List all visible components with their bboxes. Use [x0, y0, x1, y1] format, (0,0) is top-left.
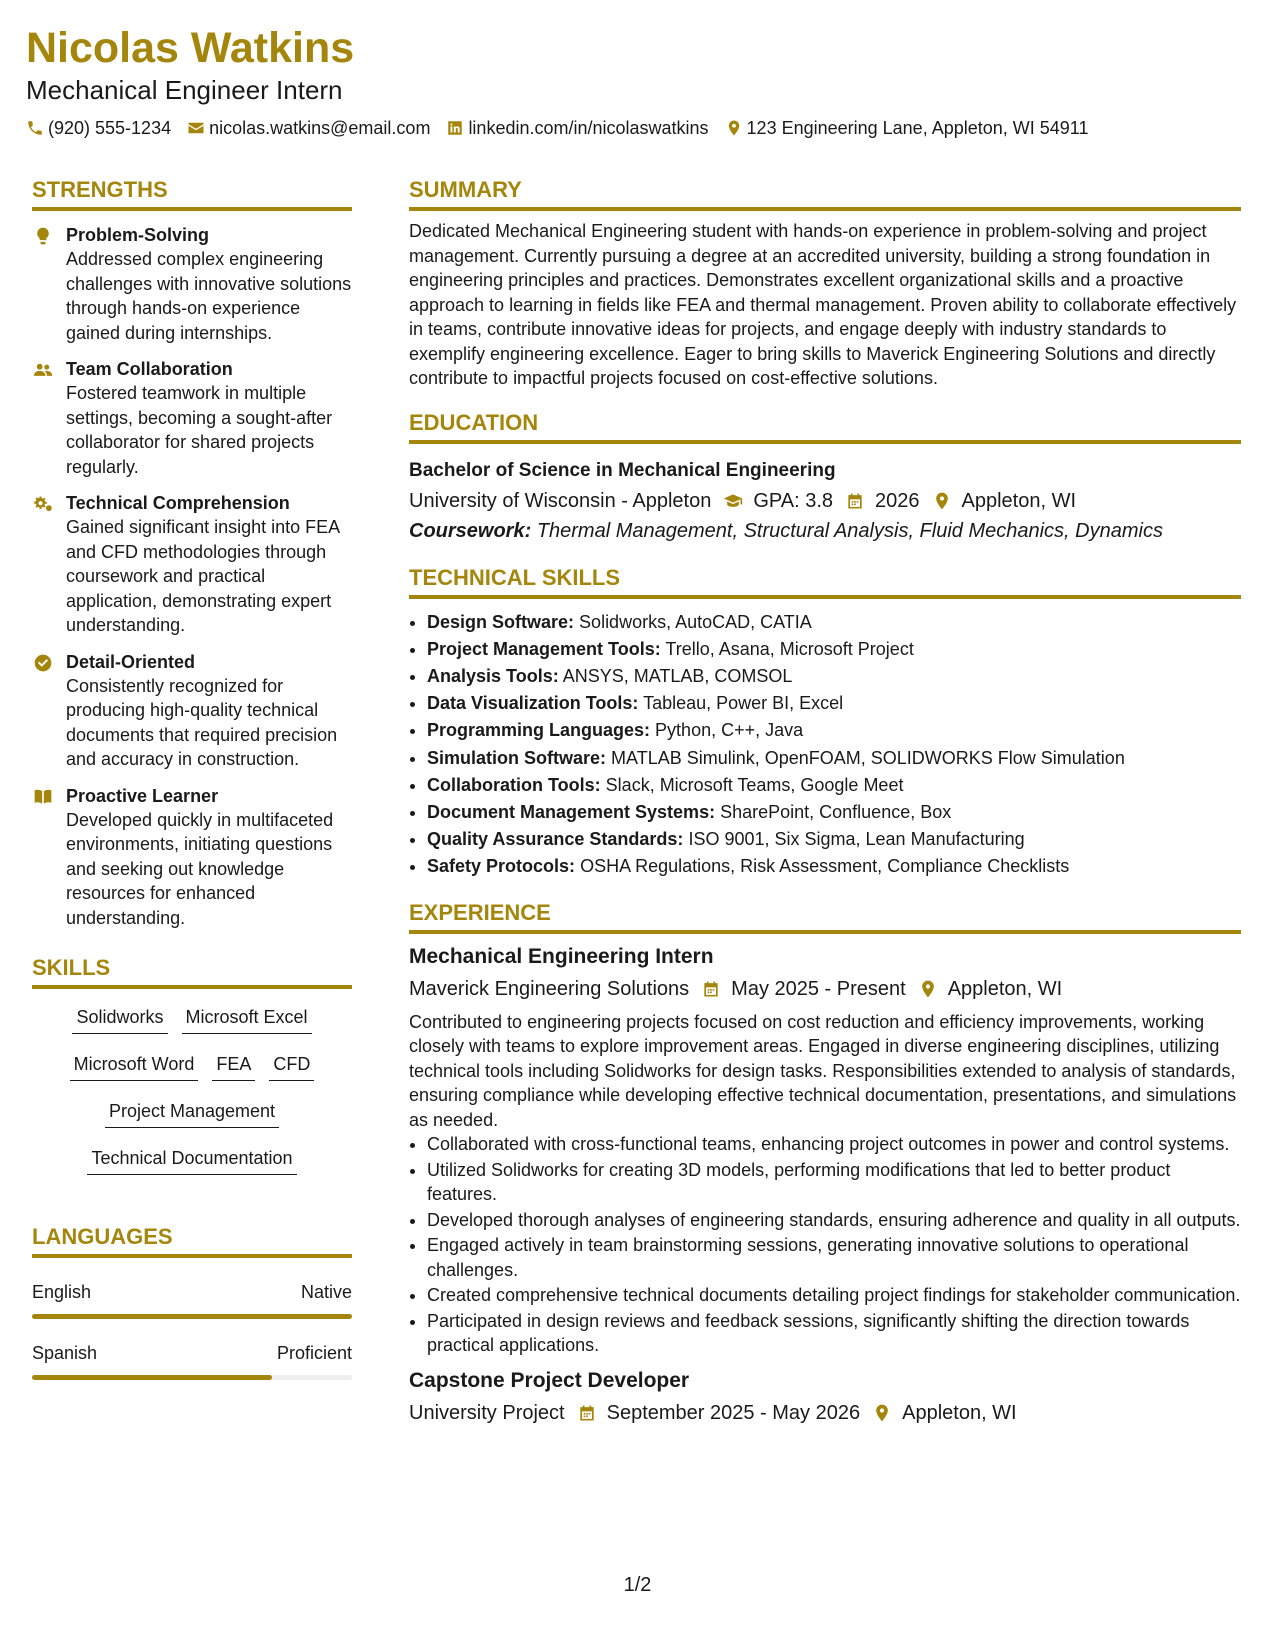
skill-tag: CFD [269, 1050, 314, 1081]
tech-skill-item: • Programming Languages: Python, C++, Java [427, 717, 1241, 744]
strength-desc: Consistently recognized for producing high-quality technical documents that required precision and accuracy in construction. [66, 675, 338, 769]
experience-section [409, 899, 1241, 1428]
language-bar [32, 1375, 352, 1380]
check-circle-icon [32, 653, 54, 673]
contact-linkedin[interactable] [446, 116, 708, 140]
map-pin-icon [932, 491, 952, 511]
technical-skills-list [409, 609, 1241, 881]
phone-icon [26, 119, 44, 137]
job-title: Capstone Project Developer [409, 1368, 690, 1392]
graduation-year: 2026 [875, 489, 920, 512]
users-icon [32, 360, 54, 380]
languages-section [32, 1223, 352, 1380]
job-bullet: • Developed thorough analyses of engineering standards, ensuring adherence and quality in all outputs. [427, 1208, 1241, 1233]
contact-bar [26, 116, 1246, 140]
job-bullet: • Engaged actively in team brainstorming sessions, generating innovative solutions to operational challenges. [427, 1233, 1241, 1282]
candidate-name: Nicolas Watkins [26, 24, 355, 72]
tech-skill-item: • Project Management Tools: Trello, Asana, Microsoft Project [427, 636, 1241, 663]
calendar-icon [701, 979, 721, 999]
skills-section [32, 954, 352, 1175]
company-name: Maverick Engineering Solutions [409, 977, 690, 1000]
summary-title: SUMMARY [409, 176, 1241, 211]
strength-title: Problem-Solving [66, 225, 210, 245]
skills-title: SKILLS [32, 954, 352, 989]
strength-desc: Gained significant insight into FEA and CFD methodologies through coursework and practical application, demonstrating expert understanding. [66, 517, 340, 635]
strength-item [32, 491, 352, 638]
skill-tag: Solidworks [72, 1003, 167, 1034]
skill-tag: Project Management [105, 1097, 279, 1128]
coursework-label: Coursework: [409, 519, 532, 542]
language-item [32, 1280, 352, 1319]
contact-phone[interactable] [26, 116, 171, 140]
skill-tag: Microsoft Word [70, 1050, 199, 1081]
gears-icon [32, 494, 54, 514]
job-location: Appleton, WI [902, 1401, 1017, 1424]
coursework-line [409, 516, 1241, 546]
language-level: Native [300, 1282, 352, 1302]
map-pin-icon [872, 1403, 892, 1423]
strength-title: Detail-Oriented [66, 651, 196, 672]
page-number: 1/2 [623, 1574, 652, 1596]
linkedin-icon [446, 119, 464, 137]
book-icon [32, 787, 54, 807]
lightbulb-icon [32, 226, 54, 246]
left-column [32, 176, 352, 1380]
skills-list [32, 1003, 352, 1175]
linkedin-text: linkedin.com/in/nicolaswatkins [468, 118, 709, 138]
job-location: Appleton, WI [947, 977, 1063, 1000]
school-name: University of Wisconsin - Appleton [409, 489, 712, 512]
graduation-cap-icon [723, 491, 743, 511]
job-dates: May 2025 - Present [731, 977, 906, 1000]
degree-title: Bachelor of Science in Mechanical Engineering [409, 459, 836, 481]
technical-skills-title: TECHNICAL SKILLS [409, 564, 1241, 599]
strength-item [32, 357, 352, 479]
job-entry [409, 1366, 1241, 1428]
education-title: EDUCATION [409, 409, 1241, 444]
tech-skill-item: • Safety Protocols: OSHA Regulations, Risk Assessment, Compliance Checklists [427, 853, 1241, 880]
strength-desc: Addressed complex engineering challenges with innovative solutions through hands-on experience gained during internships. [66, 249, 352, 343]
calendar-icon [577, 1403, 597, 1423]
tech-skill-item: • Design Software: Solidworks, AutoCAD, CATIA [427, 609, 1241, 636]
school-location: Appleton, WI [961, 489, 1077, 512]
language-name: English [32, 1282, 92, 1302]
language-level: Proficient [276, 1343, 352, 1363]
strength-item [32, 784, 352, 931]
tech-skill-item: • Analysis Tools: ANSYS, MATLAB, COMSOL [427, 663, 1241, 690]
summary-text: Dedicated Mechanical Engineering student with hands-on experience in problem-solving and project management. Currently pursuing a degree at an accredited university, building a strong foundation in engineering principles and practices. Demonstrates excellent organizational skills and a proactive approach to learning in fields like FEA and thermal management. Proven ability to collaborate effectively in teams, contribute innovative ideas for projects, and engage deeply with industry standards to exemplify engineering excellence. Eager to bring skills to Maverick Engineering Solutions and directly contribute to impactful projects focused on cost-effective solutions. [409, 221, 1237, 388]
resume-header [26, 22, 1246, 140]
map-pin-icon [918, 979, 938, 999]
phone-text: (920) 555-1234 [48, 118, 172, 138]
education-section [409, 409, 1241, 546]
skill-tag: FEA [212, 1050, 255, 1081]
job-bullet: • Collaborated with cross-functional teams, enhancing project outcomes in power and control systems. [427, 1132, 1241, 1157]
job-entry [409, 942, 1241, 1358]
job-title: Mechanical Engineering Intern [409, 944, 714, 968]
skill-tag: Technical Documentation [87, 1144, 296, 1175]
tech-skill-item: • Quality Assurance Standards: ISO 9001, Six Sigma, Lean Manufacturing [427, 826, 1241, 853]
strength-title: Team Collaboration [66, 359, 233, 379]
language-name: Spanish [32, 1343, 98, 1363]
strength-item [32, 223, 352, 345]
language-bar-fill [32, 1314, 352, 1319]
language-bar-fill [32, 1375, 272, 1380]
skill-tag: Microsoft Excel [182, 1003, 312, 1034]
job-bullet: • Participated in design reviews and feedback sessions, significantly shifting the direction towards practical applications. [427, 1309, 1241, 1358]
strengths-list [32, 223, 352, 930]
job-description: Contributed to engineering projects focused on cost reduction and efficiency improvements, working closely with teams to explore improvement areas. Engaged in diverse engineering disciplines, utilizing technical tools including Solidworks for design tasks. Responsibilities extended to analysis of standards, ensuring compliance while developing effective technical documentation, presentations, and simulations as needed. [409, 1011, 1237, 1130]
languages-title: LANGUAGES [32, 1223, 352, 1258]
education-meta [409, 486, 1241, 516]
email-text: nicolas.watkins@email.com [209, 118, 431, 138]
job-bullet: • Utilized Solidworks for creating 3D models, performing modifications that led to better product features. [427, 1158, 1241, 1207]
strength-desc: Fostered teamwork in multiple settings, becoming a sought-after collaborator for shared projects regularly. [66, 383, 333, 477]
language-bar [32, 1314, 352, 1319]
strength-item [32, 650, 352, 772]
envelope-icon [187, 119, 205, 137]
strengths-title: STRENGTHS [32, 176, 352, 211]
technical-skills-section [409, 564, 1241, 881]
language-item [32, 1341, 352, 1380]
strength-title: Technical Comprehension [66, 493, 290, 513]
calendar-icon [845, 491, 865, 511]
contact-address [725, 116, 1089, 140]
tech-skill-item: • Data Visualization Tools: Tableau, Power BI, Excel [427, 690, 1241, 717]
tech-skill-item: • Document Management Systems: SharePoint, Confluence, Box [427, 799, 1241, 826]
tech-skill-item: • Collaboration Tools: Slack, Microsoft Teams, Google Meet [427, 772, 1241, 799]
strength-desc: Developed quickly in multifaceted environments, initiating questions and seeking out knowledge resources for enhanced understanding. [66, 809, 334, 928]
company-name: University Project [409, 1401, 565, 1424]
right-column [409, 176, 1241, 1428]
strength-title: Proactive Learner [66, 785, 219, 806]
experience-title: EXPERIENCE [409, 899, 1241, 934]
contact-email[interactable] [187, 116, 430, 140]
job-bullets [409, 1132, 1241, 1358]
address-text: 123 Engineering Lane, Appleton, WI 54911 [746, 118, 1089, 138]
job-meta [409, 974, 1241, 1004]
tech-skill-item: • Simulation Software: MATLAB Simulink, OpenFOAM, SOLIDWORKS Flow Simulation [427, 745, 1241, 772]
map-pin-icon [725, 119, 743, 137]
candidate-role: Mechanical Engineer Intern [26, 75, 343, 105]
job-bullet: • Created comprehensive technical documents detailing project findings for stakeholder communication. [427, 1283, 1241, 1308]
job-meta [409, 1398, 1241, 1428]
gpa-text: GPA: 3.8 [753, 489, 834, 512]
coursework-list: Thermal Management, Structural Analysis, Fluid Mechanics, Dynamics [536, 519, 1163, 542]
job-dates: September 2025 - May 2026 [606, 1401, 861, 1424]
